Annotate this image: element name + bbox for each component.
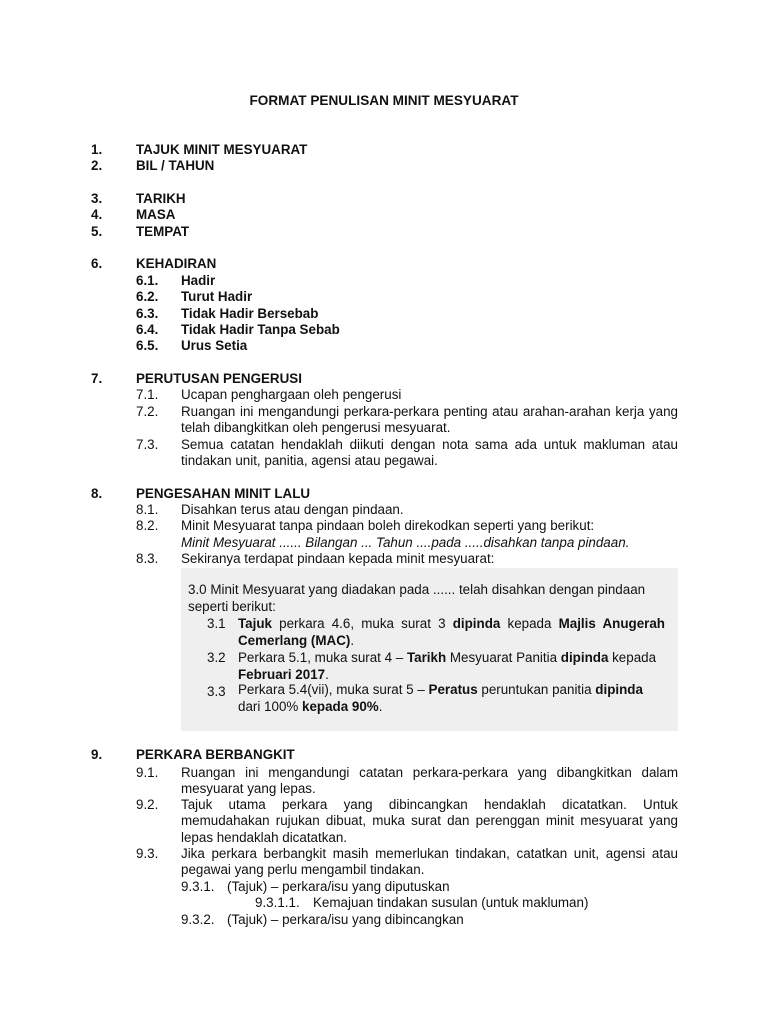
sub-number: 6.5. [136,338,159,353]
section-number: 8. [91,486,103,501]
item-number: 4. [91,207,103,222]
item-heading: TARIKH [136,191,186,206]
sub-sub-number: 9.3.1. [181,879,215,894]
sub-number: 8.1. [136,502,159,517]
section-heading: PERUTUSAN PENGERUSI [136,371,302,386]
sub-item: Turut Hadir [181,289,253,304]
example-text: Minit Mesyuarat ...... Bilangan ... Tahun ....pada .....disahkan tanpa pindaan. [181,535,630,550]
section-number: 7. [91,371,103,386]
section-number: 9. [91,747,103,762]
paragraph: Tajuk utama perkara yang dibincangkan hendaklah dicatatkan. Untuk memudahakan rujukan dibuat, muka surat dan perenggan minit mesyuarat yang lepas hendaklah dicatatkan. [181,797,678,845]
example-box [181,568,678,731]
sub-item: Tidak Hadir Tanpa Sebab [181,322,340,337]
sub-item: Tidak Hadir Bersebab [181,306,319,321]
sub-sub-item: (Tajuk) – perkara/isu yang dibincangkan [227,912,464,927]
paragraph: Minit Mesyuarat tanpa pindaan boleh direkodkan seperti yang berikut: [181,518,595,533]
item-heading: BIL / TAHUN [136,158,215,173]
sub-number: 7.3. [136,437,159,452]
section-heading: KEHADIRAN [136,256,217,271]
section-number: 6. [91,256,103,271]
item-number: 5. [91,224,103,239]
box-item: Perkara 5.4(vii), muka surat 5 – Peratus peruntukan panitia dipinda dari 100% kepada 90%. [238,682,643,714]
item-heading: MASA [136,207,176,222]
sub-number: 9.2. [136,797,159,812]
paragraph: Semua catatan hendaklah diikuti dengan nota sama ada untuk makluman atau tindakan unit, panitia, agensi atau pegawai. [181,437,678,469]
sub-sub-item: Kemajuan tindakan susulan (untuk makluman) [313,895,589,910]
sub-number: 9.1. [136,765,159,780]
box-item-number: 3.2 [207,650,226,665]
item-number: 2. [91,158,103,173]
sub-item: Hadir [181,273,216,288]
item-heading: TAJUK MINIT MESYUARAT [136,142,308,157]
paragraph: Ucapan penghargaan oleh pengerusi [181,387,402,402]
sub-number: 6.4. [136,322,159,337]
item-number: 1. [91,142,103,157]
sub-number: 6.2. [136,289,159,304]
sub-number: 8.2. [136,518,159,533]
section-heading: PENGESAHAN MINIT LALU [136,486,311,501]
section-heading: PERKARA BERBANGKIT [136,747,295,762]
item-number: 3. [91,191,103,206]
box-item-number: 3.3 [207,684,226,699]
box-item: Tajuk perkara 4.6, muka surat 3 dipinda kepada Majlis Anugerah Cemerlang (MAC). [238,616,665,648]
sub-sub-number: 9.3.1.1. [255,895,300,910]
box-item: Perkara 5.1, muka surat 4 – Tarikh Mesyuarat Panitia dipinda kepada Februari 2017. [238,650,657,682]
paragraph: Ruangan ini mengandungi perkara-perkara penting atau arahan-arahan kerja yang telah dibangkitkan oleh pengerusi mesyuarat. [181,404,678,436]
paragraph: Disahkan terus atau dengan pindaan. [181,502,404,517]
sub-number: 7.1. [136,387,159,402]
box-item-number: 3.1 [207,616,226,631]
sub-number: 8.3. [136,551,159,566]
sub-number: 7.2. [136,404,159,419]
box-intro: 3.0 Minit Mesyuarat yang diadakan pada ...... telah disahkan dengan pindaan seperti berikut: [188,582,646,614]
paragraph: Jika perkara berbangkit masih memerlukan tindakan, catatkan unit, agensi atau pegawai yang perlu mengambil tindakan. [181,846,678,878]
sub-number: 9.3. [136,846,159,861]
paragraph: Sekiranya terdapat pindaan kepada minit mesyuarat: [181,551,495,566]
item-heading: TEMPAT [136,224,190,239]
paragraph: Ruangan ini mengandungi catatan perkara-perkara yang dibangkitkan dalam mesyuarat yang lepas. [181,765,678,797]
sub-sub-number: 9.3.2. [181,912,215,927]
document-title: FORMAT PENULISAN MINIT MESYUARAT [249,93,519,108]
sub-number: 6.3. [136,306,159,321]
sub-number: 6.1. [136,273,159,288]
sub-item: Urus Setia [181,338,248,353]
sub-sub-item: (Tajuk) – perkara/isu yang diputuskan [227,879,450,894]
